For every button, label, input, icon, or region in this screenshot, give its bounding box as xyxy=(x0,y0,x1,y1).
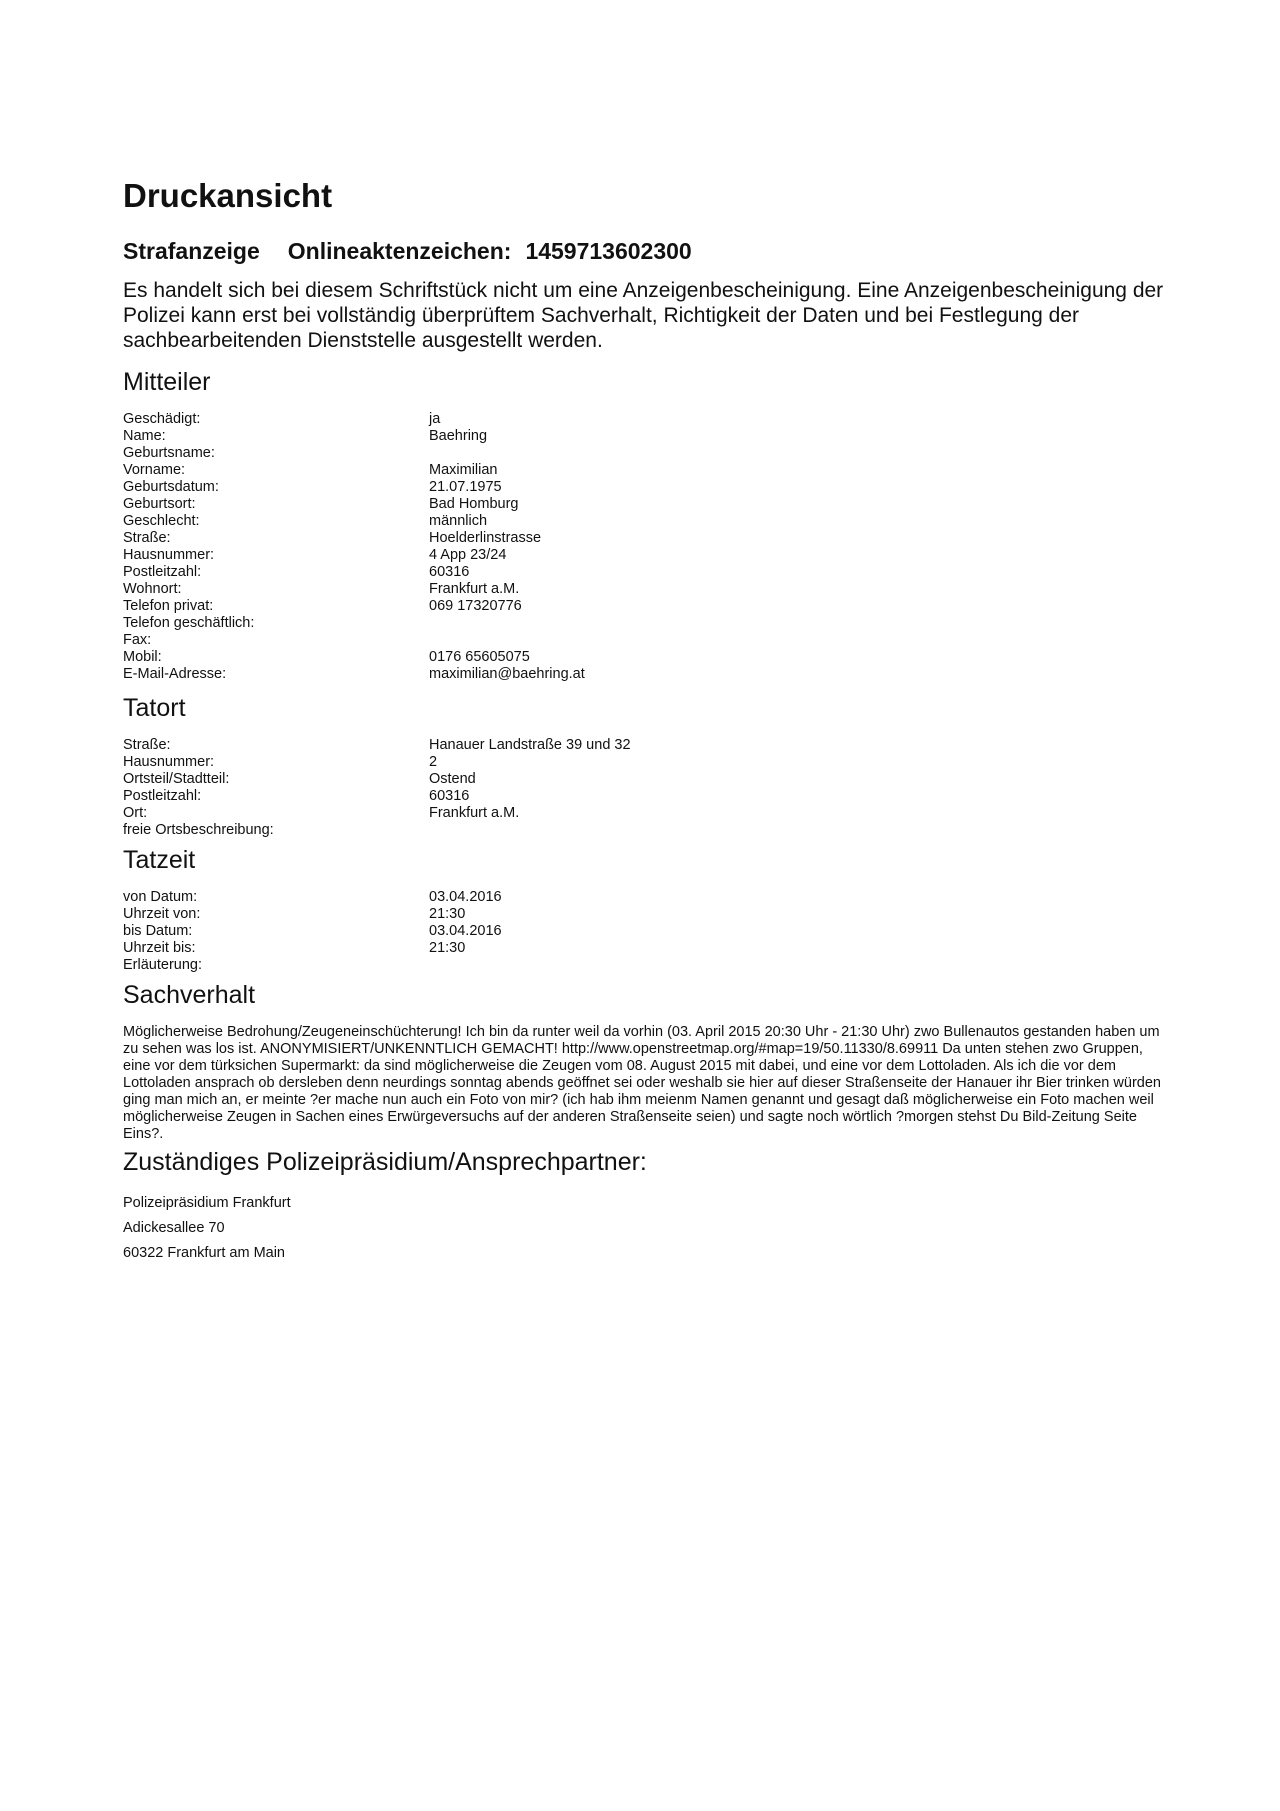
field-value: Ostend xyxy=(429,771,476,787)
field-value: Frankfurt a.M. xyxy=(429,805,520,821)
field-value: 21:30 xyxy=(429,940,466,956)
contact-line: Adickesallee 70 xyxy=(123,1220,225,1236)
field-value: 03.04.2016 xyxy=(429,923,502,939)
case-number-label: Onlineaktenzeichen: xyxy=(287,238,512,264)
field-row xyxy=(123,479,823,496)
field-value: 0176 65605075 xyxy=(429,649,530,665)
field-label: Hausnummer: xyxy=(123,547,215,563)
field-row xyxy=(123,564,823,581)
field-label: Telefon privat: xyxy=(123,598,214,614)
field-value: männlich xyxy=(429,513,488,529)
field-label: Name: xyxy=(123,428,166,444)
field-label: Telefon geschäftlich: xyxy=(123,615,255,631)
field-label: Geschlecht: xyxy=(123,513,200,529)
field-value: Bad Homburg xyxy=(429,496,519,512)
field-row xyxy=(123,581,823,598)
field-value: Hanauer Landstraße 39 und 32 xyxy=(429,737,631,753)
field-label: von Datum: xyxy=(123,889,198,905)
field-row xyxy=(123,411,823,428)
report-type: Strafanzeige xyxy=(123,238,260,264)
field-row xyxy=(123,547,823,564)
field-label: Erläuterung: xyxy=(123,957,202,973)
field-value: 2 xyxy=(429,754,438,770)
section-heading-tatzeit: Tatzeit xyxy=(123,846,196,874)
field-value: 21:30 xyxy=(429,906,466,922)
field-row xyxy=(123,513,823,530)
field-label: Postleitzahl: xyxy=(123,788,202,804)
mitteiler-fields xyxy=(123,411,823,683)
field-row xyxy=(123,615,823,632)
field-value: ja xyxy=(429,411,441,427)
field-label: Geschädigt: xyxy=(123,411,201,427)
field-label: E-Mail-Adresse: xyxy=(123,666,227,682)
contact-line: 60322 Frankfurt am Main xyxy=(123,1245,285,1261)
field-row xyxy=(123,632,823,649)
field-label: Straße: xyxy=(123,530,171,546)
field-row xyxy=(123,496,823,513)
field-label: Vorname: xyxy=(123,462,186,478)
field-row xyxy=(123,805,823,822)
field-label: Uhrzeit bis: xyxy=(123,940,196,956)
contact-line: Polizeipräsidium Frankfurt xyxy=(123,1195,291,1211)
police-contact xyxy=(123,1191,291,1266)
field-row xyxy=(123,957,823,974)
field-row xyxy=(123,445,823,462)
field-label: Postleitzahl: xyxy=(123,564,202,580)
field-row xyxy=(123,649,823,666)
section-heading-tatort: Tatort xyxy=(123,694,186,722)
field-label: bis Datum: xyxy=(123,923,193,939)
field-value: Frankfurt a.M. xyxy=(429,581,520,597)
field-label: Ort: xyxy=(123,805,148,821)
field-row xyxy=(123,923,823,940)
field-value: maximilian@baehring.at xyxy=(429,666,585,682)
field-row xyxy=(123,462,823,479)
field-label: Geburtsort: xyxy=(123,496,196,512)
field-row xyxy=(123,530,823,547)
field-value: 60316 xyxy=(429,564,470,580)
field-label: Uhrzeit von: xyxy=(123,906,201,922)
disclaimer-notice: Es handelt sich bei diesem Schriftstück nicht um eine Anzeigenbescheinigung. Eine Anzeigenbescheinigung der Polizei kann erst bei vollständig überprüftem Sachverhalt, Richtigkeit der Daten und bei Festlegung der sachbearbeitenden Dienststelle ausgestellt werden. xyxy=(123,279,1164,352)
section-heading-mitteiler: Mitteiler xyxy=(123,368,211,396)
field-row xyxy=(123,889,823,906)
field-row xyxy=(123,754,823,771)
field-value: 21.07.1975 xyxy=(429,479,502,495)
field-row xyxy=(123,788,823,805)
page-title: Druckansicht xyxy=(123,177,333,214)
field-label: Straße: xyxy=(123,737,171,753)
sachverhalt-text: Möglicherweise Bedrohung/Zeugeneinschüchterung! Ich bin da runter weil da vorhin (03. April 2015 20:30 Uhr - 21:30 Uhr) zwo Bullenautos gestanden haben um zu sehen was los ist. ANONYMISIERT/UNKENNTLICH GEMACHT! http://www.openstreetmap.org/#map=19/50.11330/8.69911 Da unten stehen zwo Gruppen, eine vor dem türksichen Supermarkt: da sind möglicherweise die Zeugen vom 08. August 2015 mit dabei, und eine vor dem Lottoladen. Als ich die vor dem Lottoladen ansprach ob dersleben denn neurdings sonntag abends geöffnet sei oder weshalb sie hier auf dieser Straßenseite der Hanauer ihr Bier trinken würden ging man mich an, er meinte ?er mache nun auch ein Foto von mir? (ich hab ihm meienm Namen genannt und gesagt daß möglicherweise ein Foto machen weil möglicherweise Zeugen in Sachen eines Erwürgeversuchs auf der anderen Straßenseite seien) und sagte noch wörtlich ?morgen stehst Du Bild-Zeitung Seite Eins?. xyxy=(123,1024,1161,1142)
field-row xyxy=(123,771,823,788)
field-value: 03.04.2016 xyxy=(429,889,502,905)
field-label: Hausnummer: xyxy=(123,754,215,770)
field-value: 4 App 23/24 xyxy=(429,547,507,563)
field-value: Hoelderlinstrasse xyxy=(429,530,542,546)
field-value: 60316 xyxy=(429,788,470,804)
field-row xyxy=(123,666,823,683)
field-value: 069 17320776 xyxy=(429,598,522,614)
field-row xyxy=(123,598,823,615)
field-value: Maximilian xyxy=(429,462,498,478)
field-row xyxy=(123,737,823,754)
tatzeit-fields xyxy=(123,889,823,974)
field-label: Fax: xyxy=(123,632,152,648)
field-row xyxy=(123,906,823,923)
field-row xyxy=(123,822,823,839)
field-label: Wohnort: xyxy=(123,581,182,597)
tatort-fields xyxy=(123,737,823,839)
section-heading-zustaendig: Zuständiges Polizeipräsidium/Ansprechpartner: xyxy=(123,1148,647,1176)
field-label: Geburtsname: xyxy=(123,445,215,461)
section-heading-sachverhalt: Sachverhalt xyxy=(123,981,256,1009)
field-label: Mobil: xyxy=(123,649,162,665)
field-label: Ortsteil/Stadtteil: xyxy=(123,771,230,787)
field-row xyxy=(123,428,823,445)
field-row xyxy=(123,940,823,957)
case-number-value: 1459713602300 xyxy=(525,238,692,264)
field-label: freie Ortsbeschreibung: xyxy=(123,822,274,838)
field-label: Geburtsdatum: xyxy=(123,479,219,495)
report-subtitle xyxy=(123,238,692,266)
field-value: Baehring xyxy=(429,428,488,444)
